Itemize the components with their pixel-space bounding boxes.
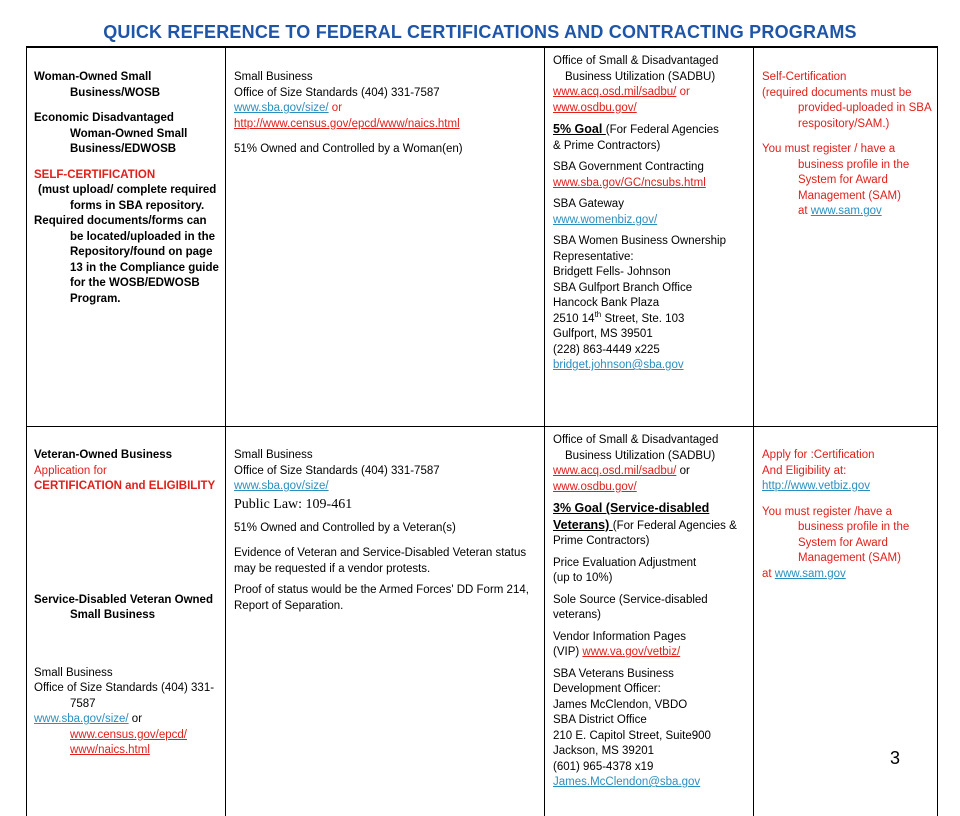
sadbu-link[interactable]: www.acq.osd.mil/sadbu/ — [553, 86, 677, 98]
page-number: 3 — [890, 748, 901, 768]
table-border-right — [937, 48, 938, 816]
row-divider — [26, 426, 938, 427]
vetbiz-va-link[interactable]: www.va.gov/vetbiz/ — [582, 646, 681, 658]
size-standards-office: Office of Size Standards (404) 331-7587 — [34, 682, 215, 710]
wbo-rep-street: 2510 14th Street, Ste. 103 — [553, 309, 685, 325]
required-docs-sam: (required documents must be provided-uploaded in SBA respository/SAM.) — [762, 86, 931, 130]
row1-office-cell — [234, 70, 539, 158]
wosb-label: Woman-Owned Small Business/WOSB — [34, 71, 161, 99]
goal-3-percent: 3% Goal (Service-disabled Veterans) — [553, 501, 710, 532]
price-eval-range: (up to 10%) — [553, 572, 613, 584]
size-standards-office: Office of Size Standards (404) 331-7587 — [234, 464, 440, 477]
sba-size-link[interactable]: www.sba.gov/size/ — [234, 480, 329, 492]
public-law: Public Law: 109-461 — [234, 496, 353, 512]
wbo-rep-building: Hancock Bank Plaza — [553, 297, 660, 309]
goal-scope-contractors: & Prime Contractors) — [553, 139, 661, 152]
table-divider-2 — [544, 48, 545, 816]
vbdo-name: James McClendon, VBDO — [553, 698, 688, 711]
proof-note: Proof of status would be the Armed Forces' DD Form 214, Report of Separation. — [234, 584, 529, 612]
sam-link[interactable]: www.sam.gov — [774, 567, 846, 580]
vip-label: Vendor Information Pages — [553, 630, 686, 643]
or-text: or — [328, 102, 343, 114]
sam-register-note: You must register /have a business profile in the System for Award Management (SAM) — [762, 505, 910, 564]
osdbu-link[interactable]: www.osdbu.gov/ — [553, 101, 637, 114]
or-text: or — [676, 86, 690, 98]
goal-5-percent: 5% Goal — [553, 122, 606, 136]
application-for: Application for — [34, 464, 107, 477]
gov-contracting-label: SBA Government Contracting — [553, 161, 704, 173]
census-epcd-link[interactable]: www.census.gov/epcd/ — [70, 728, 187, 741]
vob-label: Veteran-Owned Business — [34, 449, 173, 461]
table-divider-1 — [225, 48, 226, 816]
page-title: QUICK REFERENCE TO FEDERAL CERTIFICATIONS AND CONTRACTING PROGRAMS — [103, 22, 857, 42]
wbo-rep-phone: (228) 863-4449 x225 — [553, 343, 660, 356]
vbdo-title: SBA Veterans Business — [553, 667, 674, 680]
wbo-rep-city: Gulfport, MS 39501 — [553, 328, 653, 340]
ownership-requirement: 51% Owned and Controlled by a Veteran(s) — [234, 521, 456, 534]
or-text: or — [128, 713, 143, 725]
at-text: at — [798, 205, 811, 217]
wbo-rep-office: SBA Gulfport Branch Office — [553, 281, 693, 294]
sole-source-scope: veterans) — [553, 609, 601, 621]
row2-certification-cell — [762, 448, 932, 582]
eligibility-at: And Eligibility at: — [762, 464, 847, 477]
vbdo-phone: (601) 965-4378 x19 — [553, 760, 654, 773]
osdbu-office: Office of Small & Disadvantaged Business Utilization (SADBU) — [553, 55, 719, 83]
self-certification-label: SELF-CERTIFICATION — [34, 168, 156, 181]
naics-link[interactable]: www/naics.html — [70, 744, 150, 756]
vbdo-email[interactable]: James.McClendon@sba.gov — [553, 776, 701, 788]
required-docs-note: Required documents/forms can be located/uploaded in the Repository/found on page 13 in the Compliance guide for the WOSB/EDWOSB Program. — [34, 215, 219, 305]
evidence-note: Evidence of Veteran and Service-Disabled Veteran status may be requested if a vendor protests. — [234, 547, 527, 575]
vip-abbrev: (VIP) — [553, 646, 583, 658]
sba-gateway-label: SBA Gateway — [553, 198, 624, 210]
row1-program-cell — [34, 70, 219, 307]
osdbu-office: Office of Small & Disadvantaged Business Utilization (SADBU) — [553, 434, 719, 462]
title-rule — [26, 46, 938, 48]
row1-resources-cell — [553, 54, 749, 374]
certification-eligibility: CERTIFICATION and ELIGIBILITY — [34, 480, 216, 492]
row2-program-cell — [34, 448, 219, 759]
ownership-requirement: 51% Owned and Controlled by a Woman(en) — [234, 143, 463, 155]
sba-size-link[interactable]: www.sba.gov/size/ — [34, 713, 129, 725]
vetbiz-link[interactable]: http://www.vetbiz.gov — [762, 480, 871, 492]
goal-scope: (For Federal Agencies — [605, 124, 719, 136]
osdbu-link[interactable]: www.osdbu.gov/ — [553, 480, 637, 493]
sam-register-note: You must register / have a business profile in the System for Award Management (SAM) — [762, 143, 910, 202]
census-naics-link[interactable]: http://www.census.gov/epcd/www/naics.html — [234, 117, 460, 130]
sam-link[interactable]: www.sam.gov — [810, 205, 882, 217]
small-business-label: Small Business — [34, 666, 113, 679]
size-standards-office: Office of Size Standards (404) 331-7587 — [234, 86, 440, 99]
table-border-left — [26, 48, 27, 816]
wbo-rep-name: Bridgett Fells- Johnson — [553, 266, 671, 278]
vbdo-title-2: Development Officer: — [553, 683, 661, 695]
small-business-label: Small Business — [234, 71, 313, 83]
edwosb-label: Economic Disadvantaged Woman-Owned Small Business/EDWOSB — [34, 112, 188, 155]
must-upload-note: (must upload/ complete required forms in SBA repository. — [38, 184, 217, 212]
row2-office-cell — [234, 448, 539, 614]
row2-resources-cell — [553, 433, 749, 791]
vbdo-office: SBA District Office — [553, 714, 647, 726]
sadbu-link[interactable]: www.acq.osd.mil/sadbu/ — [553, 465, 677, 477]
row1-certification-cell — [762, 70, 932, 220]
sole-source: Sole Source (Service-disabled — [553, 593, 708, 606]
goal-scope: (For Federal Agencies & Prime Contractors) — [553, 519, 737, 547]
vbdo-city: Jackson, MS 39201 — [553, 745, 655, 757]
vbdo-street: 210 E. Capitol Street, Suite900 — [553, 729, 711, 742]
sba-gc-link[interactable]: www.sba.gov/GC/ncsubs.html — [553, 176, 706, 189]
at-text: at — [762, 567, 775, 580]
apply-for-certification: Apply for :Certification — [762, 449, 875, 461]
wbo-rep-title: SBA Women Business Ownership Representative: — [553, 235, 727, 263]
or-text: or — [676, 465, 690, 477]
price-eval-adjustment: Price Evaluation Adjustment — [553, 556, 697, 569]
self-certification-text: Self-Certification — [762, 71, 847, 83]
table-divider-3 — [753, 48, 754, 816]
small-business-label: Small Business — [234, 449, 313, 461]
sba-size-link[interactable]: www.sba.gov/size/ — [234, 102, 329, 114]
wbo-rep-email[interactable]: bridget.johnson@sba.gov — [553, 359, 684, 371]
sdvosb-label: Service-Disabled Veteran Owned Small Business — [34, 593, 213, 621]
womenbiz-link[interactable]: www.womenbiz.gov/ — [553, 213, 658, 226]
